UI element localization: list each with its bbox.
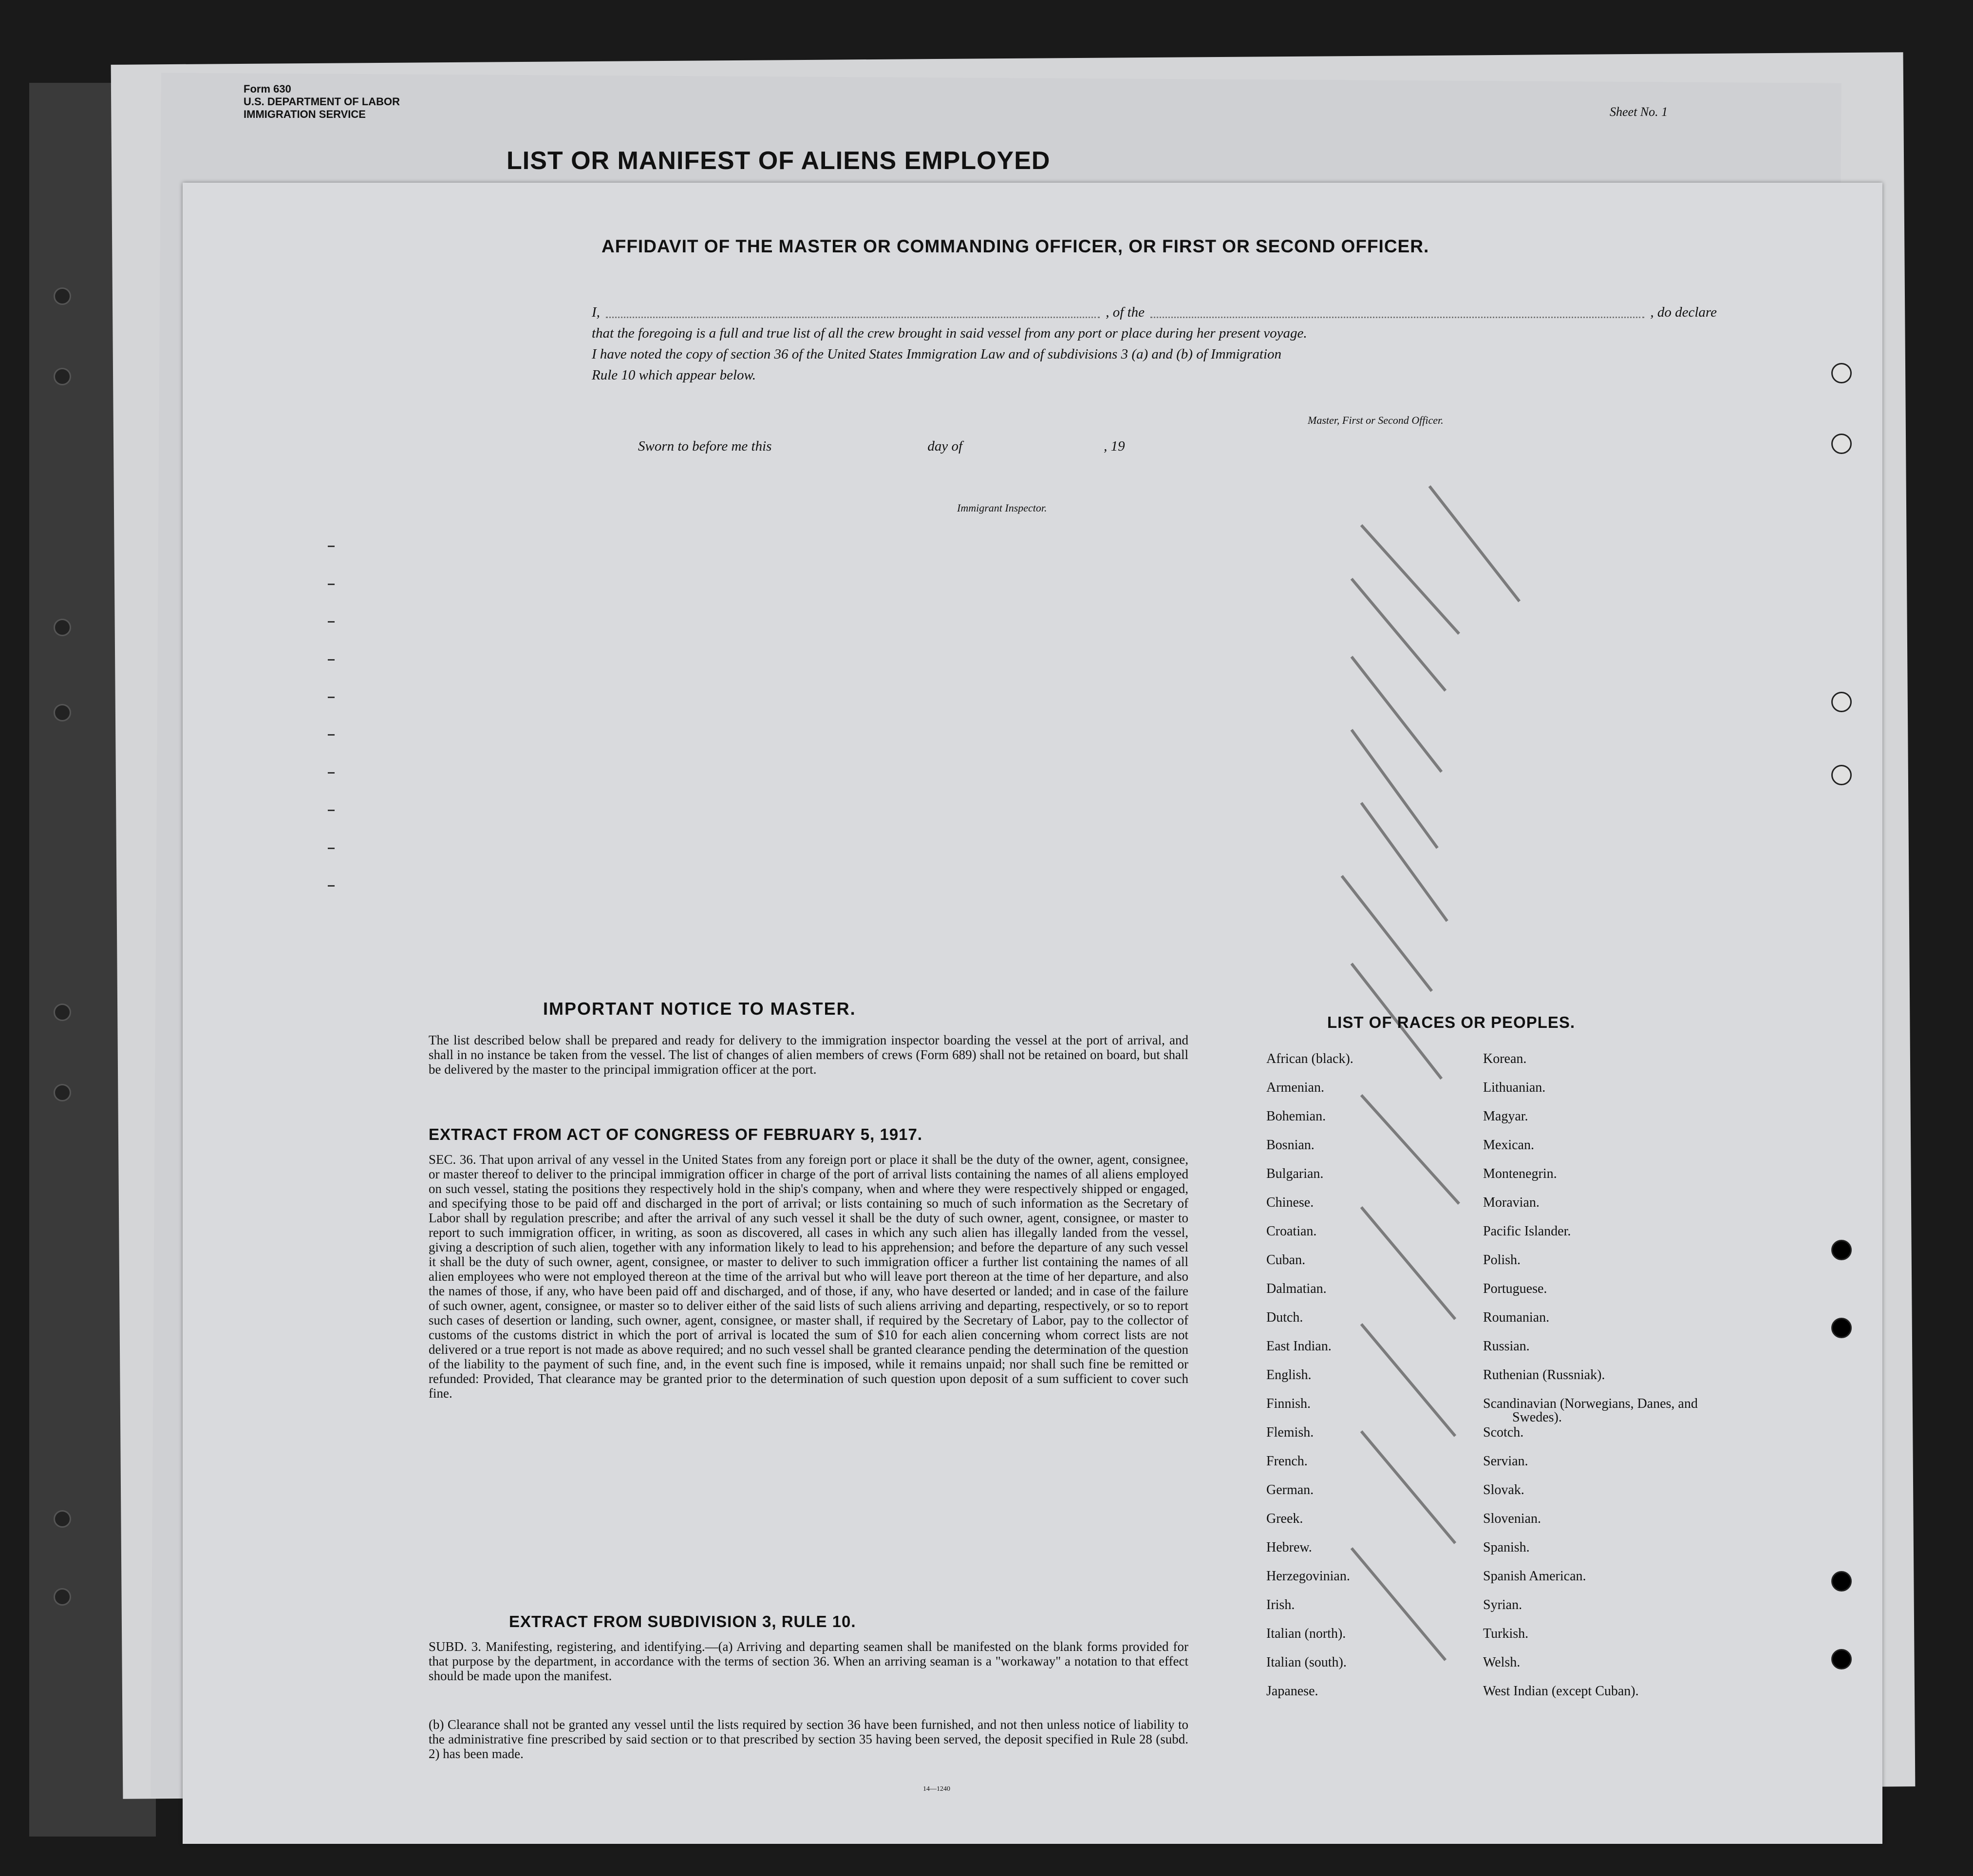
race-item: French. — [1266, 1454, 1308, 1469]
row-mark — [328, 885, 335, 887]
race-item: German. — [1266, 1482, 1314, 1497]
punch-hole — [1831, 363, 1852, 383]
row-mark — [328, 810, 335, 811]
race-item: Cuban. — [1266, 1252, 1306, 1268]
races-column-left — [1266, 1052, 1485, 1713]
race-item: Moravian. — [1483, 1195, 1540, 1210]
race-item: Hebrew. — [1266, 1540, 1312, 1555]
binder-hole — [54, 1004, 71, 1021]
year-label: , 19 — [1104, 438, 1125, 454]
race-item: Italian (north). — [1266, 1626, 1346, 1641]
row-mark — [328, 584, 335, 585]
pencil-tick — [1351, 729, 1439, 849]
day-blank[interactable] — [771, 438, 927, 455]
race-item: Scandinavian (Norwegians, Danes, and Swedes). — [1483, 1396, 1698, 1425]
vessel-blank[interactable] — [1150, 302, 1644, 318]
binder-hole — [54, 368, 71, 385]
extract-act-text: SEC. 36. That upon arrival of any vessel in the United States from any foreign port or place it shall be the duty of the owner, agent, consignee, or master thereof to deliver to the principal immigration officer in charge of the port of arrival lists containing the names of all aliens employed on such vessel, stating the positions they respectively hold in the ship's company, when and where they were respectively shipped or engaged, and specifying those to be paid off and discharged in the port of arrival; or lists containing so much of such information as the Secretary of Labor shall by regulation prescribe; and after the arrival of any such vessel it shall be the duty of such owner, agent, consignee, or master to report to such immigration officer, in writing, as soon as discovered, all cases in which any such alien has illegally landed from the vessel, giving a description of such alien, together with any information likely to lead to his apprehension; and before the departure of any such vessel it shall be the duty of such owner, agent, consignee, or master to deliver to such immigration officer a further list containing the names of all alien employees who were not employed thereon at the time of the arrival but who will leave port thereon at the time of her departure, and also the names of those, if any, who have been paid off and discharged, and of those, if any, who have deserted or landed; and in case of the failure of such owner, agent, consignee, or master so to deliver either of the said lists of such aliens arriving and departing, respectively, or so to report such cases of desertion or landing, such owner, agent, consignee, or master shall, if required by the Secretary of Labor, pay to the collector of customs of the customs district in which the port of arrival is located the sum of $10 for each alien concerning whom correct lists are not delivered or a true report is not made as above required; and no such vessel shall be granted clearance pending the determination of the question of the liability to the payment of such fine, and, in the event such fine is imposed, while it remains unpaid; nor shall such fine be remitted or refunded: Provided, That clearance may be granted prior to the determination of such question upon deposit of a sum sufficient to cover such fine. — [429, 1152, 1188, 1401]
race-item: Dalmatian. — [1266, 1281, 1327, 1296]
month-blank[interactable] — [962, 438, 1104, 455]
declaration-of-the: , of the — [1106, 304, 1145, 320]
day-of-label: day of — [927, 438, 963, 454]
race-item: Bosnian. — [1266, 1137, 1315, 1153]
declaration — [592, 302, 1717, 386]
punch-hole — [1831, 1240, 1852, 1260]
row-mark — [328, 772, 335, 774]
extract-rule-text-a: SUBD. 3. Manifesting, registering, and identifying.—(a) Arriving and departing seamen shall be manifested on the blank forms provided for that purpose by the department, in accordance with the terms of section 36. When an arriving seaman is a "workaway" a notation to that effect should be made upon the manifest. — [429, 1639, 1188, 1683]
pencil-tick — [1360, 524, 1460, 635]
extract-act-heading: EXTRACT FROM ACT OF CONGRESS OF FEBRUARY 5, 1917. — [429, 1125, 923, 1143]
form-code: 14—1240 — [923, 1785, 950, 1793]
binder-hole — [54, 1588, 71, 1606]
affidavit-title: AFFIDAVIT OF THE MASTER OR COMMANDING OFFICER, OR FIRST OR SECOND OFFICER. — [601, 236, 1429, 256]
punch-hole — [1831, 765, 1852, 785]
race-item: Portuguese. — [1483, 1281, 1547, 1296]
extract-rule-text-b: (b) Clearance shall not be granted any vessel until the lists required by section 36 have been furnished, and not then unless notice of liability to the administrative fine prescribed by said section or to that prescribed by section 35 having been served, the deposit specified in Rule 28 (subd. 2) has been made. — [429, 1717, 1188, 1761]
race-item: Flemish. — [1266, 1425, 1314, 1440]
row-mark — [328, 546, 335, 547]
punch-hole — [1831, 692, 1852, 712]
row-mark — [328, 659, 335, 661]
extract-rule-heading: EXTRACT FROM SUBDIVISION 3, RULE 10. — [509, 1612, 856, 1630]
dept-label: U.S. DEPARTMENT OF LABOR — [244, 95, 400, 108]
race-item: Servian. — [1483, 1454, 1528, 1469]
race-item: Mexican. — [1483, 1137, 1534, 1153]
race-item: Dutch. — [1266, 1310, 1303, 1325]
race-item: English. — [1266, 1367, 1312, 1383]
race-item: Slovak. — [1483, 1482, 1524, 1497]
race-item: Armenian. — [1266, 1080, 1324, 1095]
race-item: Japanese. — [1266, 1684, 1318, 1699]
race-item: Irish. — [1266, 1597, 1295, 1612]
master-signature-label: Master, First or Second Officer. — [1308, 414, 1444, 426]
sworn-text: Sworn to before me this — [638, 438, 772, 454]
race-item: Welsh. — [1483, 1655, 1521, 1670]
race-item: Korean. — [1483, 1051, 1527, 1066]
punch-hole — [1831, 434, 1852, 454]
inspector-label: Immigrant Inspector. — [957, 502, 1047, 514]
declaration-line-4: Rule 10 which appear below. — [592, 367, 756, 383]
binder-hole — [54, 1084, 71, 1101]
race-item: Croatian. — [1266, 1224, 1317, 1239]
race-item: Russian. — [1483, 1339, 1530, 1354]
race-item: Ruthenian (Russniak). — [1483, 1367, 1605, 1383]
binder-hole — [54, 704, 71, 721]
race-item: Magyar. — [1483, 1109, 1528, 1124]
race-item: Slovenian. — [1483, 1511, 1541, 1526]
race-item: Greek. — [1266, 1511, 1303, 1526]
race-item: West Indian (except Cuban). — [1483, 1684, 1639, 1699]
declaration-line-2: that the foregoing is a full and true list of all the crew brought in said vessel from any port or place during her present voyage. — [592, 325, 1307, 341]
form-number: Form 630 — [244, 83, 291, 95]
race-item: Lithuanian. — [1483, 1080, 1546, 1095]
race-item: Turkish. — [1483, 1626, 1529, 1641]
underlying-title: LIST OR MANIFEST OF ALIENS EMPLOYED — [507, 147, 1051, 175]
race-item: East Indian. — [1266, 1339, 1332, 1354]
binder-hole — [54, 1510, 71, 1528]
race-item: Herzegovinian. — [1266, 1569, 1350, 1584]
race-item: Scotch. — [1483, 1425, 1524, 1440]
notice-text: The list described below shall be prepared and ready for delivery to the immigration inspector boarding the vessel at the port of arrival, and shall in no instance be taken from the vessel. The list of changes of alien members of crews (Form 689) shall not be retained on board, but shall be delivered by the master to the principal immigration officer at the port. — [429, 1033, 1188, 1077]
row-mark — [328, 621, 335, 623]
race-item: Bulgarian. — [1266, 1166, 1324, 1181]
service-label: IMMIGRATION SERVICE — [244, 108, 366, 120]
races-column-right — [1483, 1052, 1702, 1713]
sworn-line — [638, 438, 1198, 455]
row-mark — [328, 848, 335, 849]
race-item: Spanish American. — [1483, 1569, 1586, 1584]
race-item: Italian (south). — [1266, 1655, 1347, 1670]
race-item: Bohemian. — [1266, 1109, 1326, 1124]
punch-hole — [1831, 1571, 1852, 1592]
race-item: Pacific Islander. — [1483, 1224, 1571, 1239]
race-item: Roumanian. — [1483, 1310, 1550, 1325]
race-item: Montenegrin. — [1483, 1166, 1557, 1181]
declaration-line-3: I have noted the copy of section 36 of the United States Immigration Law and of subdivisions 3 (a) and (b) of Immigration — [592, 346, 1282, 362]
race-item: Finnish. — [1266, 1396, 1311, 1411]
notice-heading: IMPORTANT NOTICE TO MASTER. — [543, 999, 856, 1019]
pencil-tick — [1341, 875, 1433, 992]
name-blank[interactable] — [606, 302, 1100, 318]
binder-hole — [54, 619, 71, 636]
row-mark — [328, 697, 335, 698]
pencil-tick — [1360, 802, 1448, 922]
declaration-i: I, — [592, 304, 600, 320]
race-item: Polish. — [1483, 1252, 1521, 1268]
affidavit-page — [183, 183, 1882, 1844]
binder-hole — [54, 287, 71, 305]
row-mark — [328, 734, 335, 736]
declaration-do-declare: , do declare — [1650, 304, 1717, 320]
races-heading: LIST OF RACES OR PEOPLES. — [1327, 1013, 1576, 1031]
punch-hole — [1831, 1318, 1852, 1338]
race-item: Chinese. — [1266, 1195, 1314, 1210]
race-item: Syrian. — [1483, 1597, 1522, 1612]
form-header-stamp — [244, 83, 400, 121]
punch-hole — [1831, 1649, 1852, 1669]
pencil-tick — [1428, 485, 1521, 602]
sheet-number: Sheet No. 1 — [1610, 105, 1668, 119]
race-item: African (black). — [1266, 1051, 1353, 1066]
race-item: Spanish. — [1483, 1540, 1530, 1555]
